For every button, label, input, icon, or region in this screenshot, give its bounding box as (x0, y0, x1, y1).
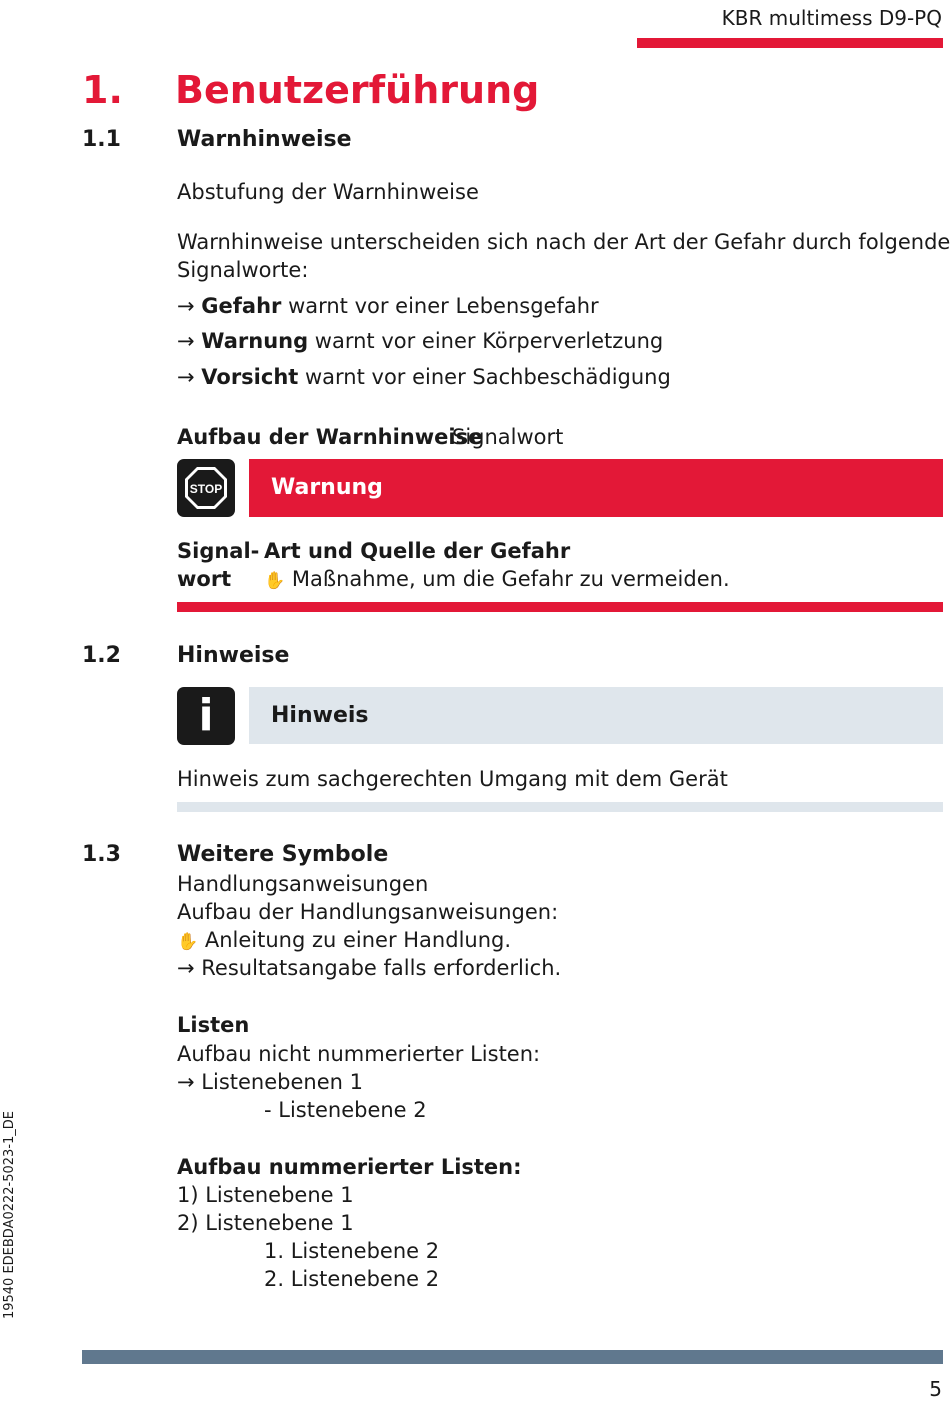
hazard-title: Art und Quelle der Gefahr (264, 539, 571, 563)
intro-text: Warnhinweise unterscheiden sich nach der Art der Gefahr durch folgende (177, 230, 950, 254)
info-icon (177, 687, 235, 745)
chapter-number: 1. (82, 68, 123, 112)
section-title: Weitere Symbole (177, 842, 389, 867)
list-item: 2) Listenebene 1 (177, 1211, 354, 1235)
warning-band-label: Warnung (249, 459, 943, 517)
document-header-title: KBR multimess D9-PQ (721, 6, 942, 30)
text-line: Aufbau nicht nummerierter Listen: (177, 1042, 541, 1066)
stop-sign-icon (177, 459, 235, 517)
list-item (177, 292, 599, 320)
text-line: Aufbau der Handlungsanweisungen: (177, 900, 559, 924)
intro-text: Signalworte: (177, 258, 309, 282)
footer-bar (82, 1350, 943, 1364)
arrow-right-icon: → (177, 956, 195, 980)
stop-octagon-graphic (183, 465, 229, 511)
structure-label: Aufbau der Warnhinweise (177, 425, 483, 449)
stop-sign-text: STOP (189, 482, 223, 496)
list-item (177, 327, 663, 355)
measure-text: Maßnahme, um die Gefahr zu vermeiden. (291, 567, 730, 591)
signal-word: Gefahr (201, 294, 282, 318)
result-text: Resultatsangabe falls erforderlich. (194, 956, 562, 980)
list-item (177, 363, 671, 391)
arrow-right-icon: → (177, 294, 195, 318)
signal-word-description: warnt vor einer Lebensgefahr (281, 294, 599, 318)
numbered-lists-title: Aufbau nummerierter Listen: (177, 1155, 522, 1179)
list-item: 1) Listenebene 1 (177, 1183, 354, 1207)
section-title: Warnhinweise (177, 127, 352, 152)
instruction-text: Anleitung zu einer Handlung. (198, 928, 512, 952)
section-number: 1.3 (82, 842, 121, 867)
signal-side-label: Signal- (177, 539, 260, 563)
signal-word: Vorsicht (201, 365, 299, 389)
chapter-title: Benutzerführung (175, 68, 540, 112)
signal-word-description: warnt vor einer Körperverletzung (308, 329, 664, 353)
list-item: - Listenebene 2 (264, 1098, 427, 1122)
hand-icon: ✋ (177, 932, 199, 952)
warning-bottom-bar (177, 602, 943, 612)
arrow-right-icon: → (177, 365, 195, 389)
lists-title: Listen (177, 1013, 250, 1037)
note-bottom-bar (177, 802, 943, 812)
structure-signal-label: Signalwort (452, 425, 564, 449)
header-accent-bar (637, 38, 943, 48)
result-line (177, 954, 561, 982)
document-code: 19540 EDEBDA0222-5023-1_DE (2, 1110, 17, 1320)
list-item-text: Listenebenen 1 (194, 1070, 363, 1094)
list-item: 2. Listenebene 2 (264, 1267, 440, 1291)
hand-icon: ✋ (264, 571, 286, 591)
arrow-right-icon: → (177, 1070, 195, 1094)
instruction-line (177, 926, 511, 956)
section-number: 1.1 (82, 127, 121, 152)
signal-side-label: wort (177, 567, 232, 591)
section-subtitle: Abstufung der Warnhinweise (177, 180, 479, 204)
note-body: Hinweis zum sachgerechten Umgang mit dem Gerät (177, 767, 728, 791)
page-number: 5 (929, 1377, 942, 1401)
signal-word: Warnung (201, 329, 309, 353)
text-line: Handlungsanweisungen (177, 872, 429, 896)
note-band-label: Hinweis (249, 687, 943, 744)
section-title: Hinweise (177, 643, 290, 668)
measure-line (264, 565, 730, 595)
section-number: 1.2 (82, 643, 121, 668)
arrow-right-icon: → (177, 329, 195, 353)
list-item (177, 1068, 363, 1096)
info-icon-glyph: i (198, 690, 214, 741)
list-item: 1. Listenebene 2 (264, 1239, 440, 1263)
signal-word-description: warnt vor einer Sachbeschädigung (298, 365, 671, 389)
